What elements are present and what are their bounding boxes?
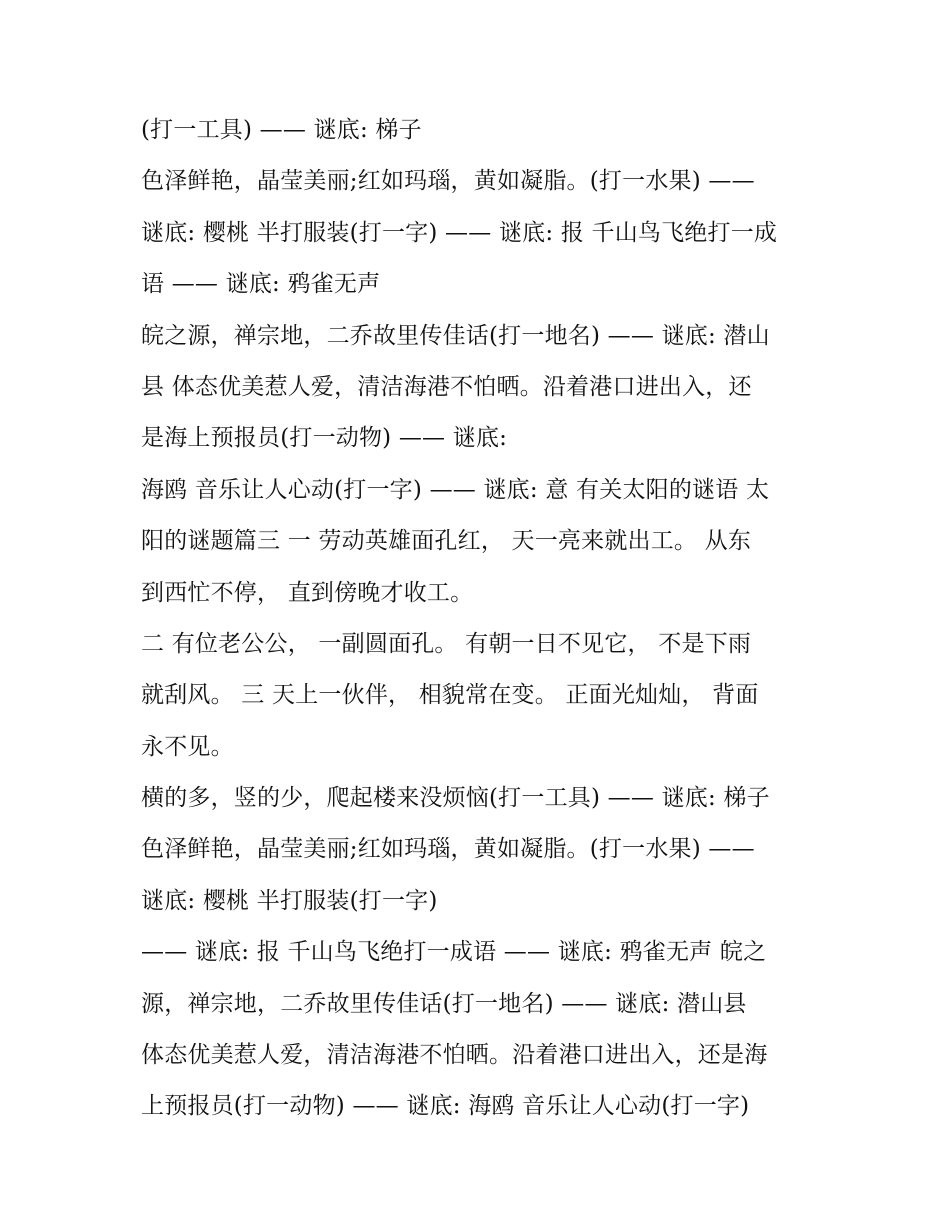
text-line: 体态优美惹人爱，清洁海港不怕晒。沿着港口进出入，还是海 [141, 1042, 768, 1069]
text-line: —— 谜底: 报 千山鸟飞绝打一成语 —— 谜底: 鸦雀无声 皖之 [141, 939, 767, 966]
text-line: 到西忙不停， 直到傍晚才收工。 [141, 579, 474, 606]
text-line: 色泽鲜艳，晶莹美丽;红如玛瑙，黄如凝脂。(打一水果) —— [141, 836, 755, 863]
text-line: 横的多，竖的少，爬起楼来没烦恼(打一工具) —— 谜底: 梯子 [141, 785, 770, 812]
text-line: 阳的谜题篇三 一 劳动英雄面孔红， 天一亮来就出工。 从东 [141, 528, 752, 555]
text-line: (打一工具) —— 谜底: 梯子 [141, 117, 422, 143]
text-line: 永不见。 [141, 733, 234, 760]
text-line: 县 体态优美惹人爱，清洁海港不怕晒。沿着港口进出入，还 [141, 373, 752, 400]
text-line: 海鸥 音乐让人心动(打一字) —— 谜底: 意 有关太阳的谜语 太 [141, 476, 770, 503]
body-text [141, 105, 821, 1133]
text-line: 皖之源，禅宗地，二乔故里传佳话(打一地名) —— 谜底: 潜山 [141, 322, 770, 349]
text-line: 上预报员(打一动物) —— 谜底: 海鸥 音乐让人心动(打一字) [141, 1093, 750, 1120]
text-line: 色泽鲜艳，晶莹美丽;红如玛瑙，黄如凝脂。(打一水果) —— [141, 168, 755, 195]
text-line: 就刮风。 三 天上一伙伴， 相貌常在变。 正面光灿灿， 背面 [141, 682, 759, 709]
text-line: 源，禅宗地，二乔故里传佳话(打一地名) —— 谜底: 潜山县 [141, 990, 747, 1017]
text-line: 二 有位老公公， 一副圆面孔。 有朝一日不见它， 不是下雨 [141, 630, 752, 657]
text-line: 谜底: 樱桃 半打服装(打一字) [141, 887, 438, 914]
text-line: 语 —— 谜底: 鸦雀无声 [141, 271, 381, 298]
text-line: 是海上预报员(打一动物) —— 谜底: [141, 425, 508, 452]
text-line: 谜底: 樱桃 半打服装(打一字) —— 谜底: 报 千山鸟飞绝打一成 [141, 219, 778, 246]
